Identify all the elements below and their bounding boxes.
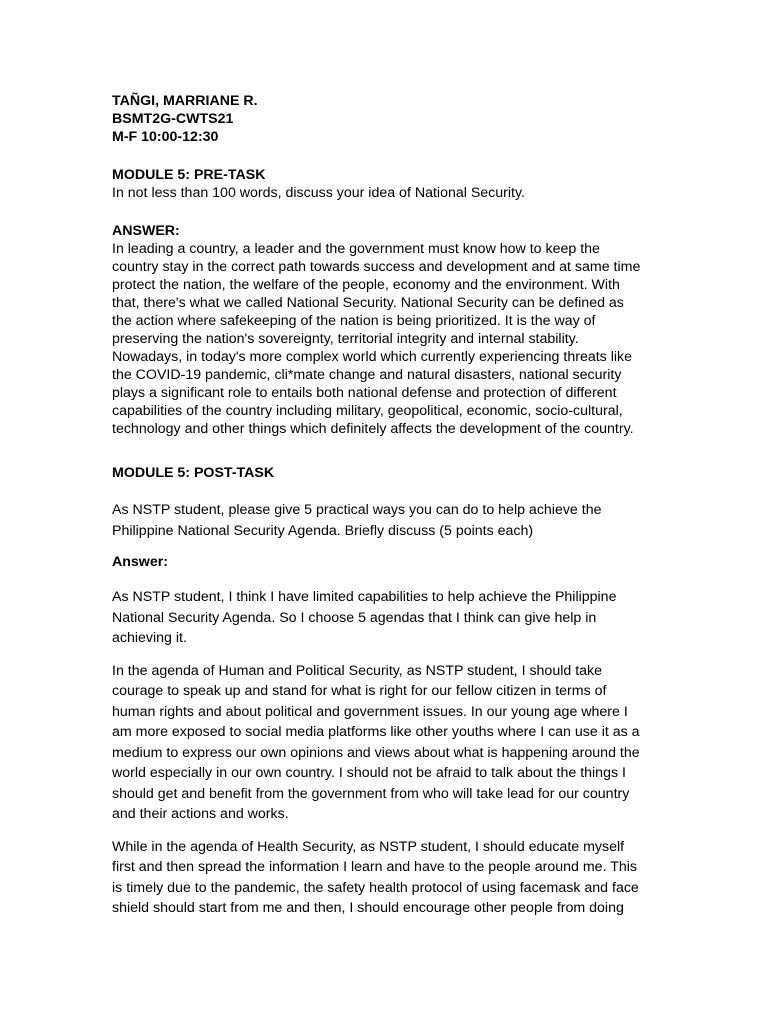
paragraph-line: world especially in our own country. I should not be afraid to talk about the things I xyxy=(112,765,626,781)
paragraph-line: shield should start from me and then, I should encourage other people from doing xyxy=(112,900,624,916)
posttask-paragraph-3 xyxy=(112,837,678,919)
spacer xyxy=(112,825,678,837)
paragraph-line: and their actions and works. xyxy=(112,806,289,822)
paragraph-line: While in the agenda of Health Security, as NSTP student, I should educate myself xyxy=(112,838,625,855)
answer-line: preserving the nation's sovereignty, territorial integrity and internal stability. xyxy=(112,331,579,347)
paragraph-line: National Security Agenda. So I choose 5 agendas that I think can give help in xyxy=(112,609,597,626)
answer-line: protect the nation, the welfare of the people, economy and the environment. With xyxy=(112,277,620,293)
pretask-heading: MODULE 5: PRE-TASK xyxy=(112,167,266,183)
class-schedule: M-F 10:00-12:30 xyxy=(112,129,219,145)
paragraph-line: In the agenda of Human and Political Security, as NSTP student, I should take xyxy=(112,662,603,679)
paragraph-line: is timely due to the pandemic, the safety health protocol of using facemask and face xyxy=(112,879,639,896)
pretask-answer-text xyxy=(112,240,678,438)
student-section: BSMT2G-CWTS21 xyxy=(112,111,234,127)
answer-line: the action where safekeeping of the nation is being prioritized. It is the way of xyxy=(112,313,596,329)
answer-line: country stay in the correct path towards success and development and at same time xyxy=(112,259,641,275)
pretask-section xyxy=(112,166,678,438)
spacer xyxy=(112,571,678,587)
student-name: TAÑGI, MARRIANE R. xyxy=(112,93,258,109)
answer-line: Nowadays, in today's more complex world which currently experiencing threats like xyxy=(112,349,632,365)
posttask-answer-label: Answer: xyxy=(112,554,168,570)
paragraph-line: achieving it. xyxy=(112,630,187,646)
prompt-line: As NSTP student, please give 5 practical ways you can do to help achieve the xyxy=(112,502,602,518)
spacer xyxy=(112,146,678,166)
spacer xyxy=(112,541,678,553)
paragraph-line: As NSTP student, I think I have limited capabilities to help achieve the Philippine xyxy=(112,589,617,605)
paragraph-line: should get and benefit from the government from who will take lead for our country xyxy=(112,785,630,802)
answer-line: capabilities of the country including military, geopolitical, economic, socio-cultural, xyxy=(112,403,623,419)
answer-line: technology and other things which definitely affects the development of the country. xyxy=(112,421,634,437)
spacer xyxy=(112,438,678,464)
paragraph-line: human rights and about political and government issues. In our young age where I xyxy=(112,703,628,720)
posttask-paragraph-2 xyxy=(112,661,678,825)
posttask-prompt xyxy=(112,500,678,541)
answer-line: the COVID-19 pandemic, cli*mate change and natural disasters, national security xyxy=(112,367,622,383)
pretask-prompt: In not less than 100 words, discuss your idea of National Security. xyxy=(112,185,525,201)
paragraph-line: medium to express our own opinions and views about what is happening around the xyxy=(112,744,640,761)
answer-line: In leading a country, a leader and the government must know how to keep the xyxy=(112,241,600,257)
posttask-section xyxy=(112,464,678,919)
paragraph-line: am more exposed to social media platforms like other youths where I can use it as a xyxy=(112,724,640,740)
spacer xyxy=(112,649,678,661)
student-header xyxy=(112,92,678,146)
posttask-heading: MODULE 5: POST-TASK xyxy=(112,465,275,481)
prompt-line: Philippine National Security Agenda. Briefly discuss (5 points each) xyxy=(112,522,534,539)
paragraph-line: first and then spread the information I learn and have to the people around me. This xyxy=(112,859,638,875)
answer-line: that, there's what we called National Security. National Security can be defined as xyxy=(112,295,624,311)
paragraph-line: courage to speak up and stand for what is right for our fellow citizen in terms of xyxy=(112,683,607,699)
answer-line: plays a significant role to entails both national defense and protection of different xyxy=(112,385,617,401)
posttask-paragraph-1 xyxy=(112,587,678,649)
spacer xyxy=(112,202,678,222)
pretask-answer-label: ANSWER: xyxy=(112,223,180,239)
spacer xyxy=(112,482,678,500)
document-page xyxy=(112,92,678,919)
